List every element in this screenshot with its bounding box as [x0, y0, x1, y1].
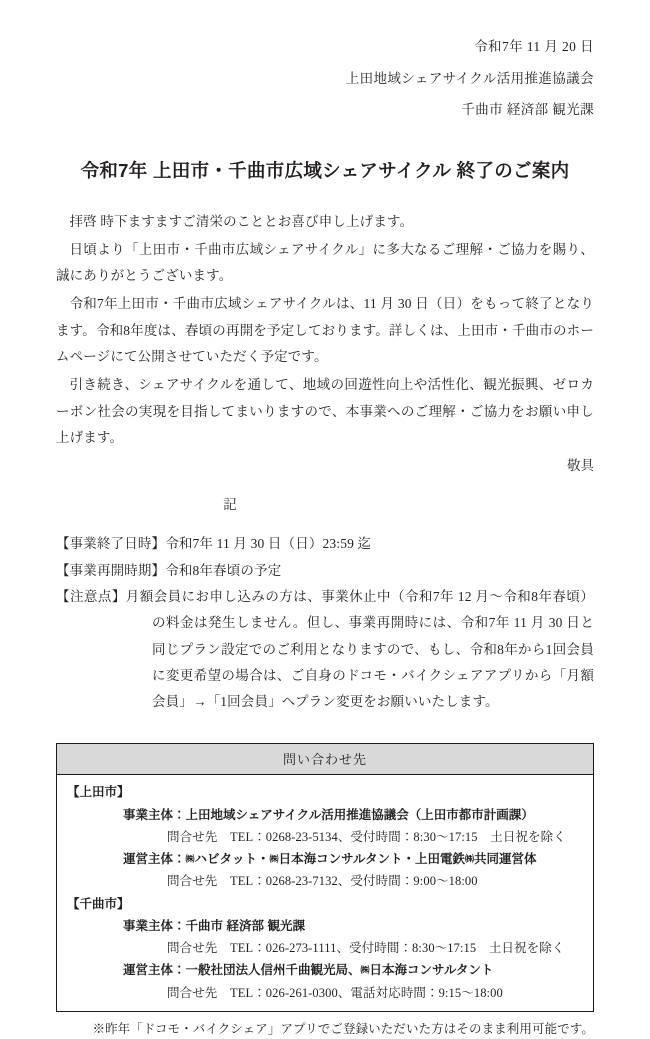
contact-box-body	[57, 775, 593, 1011]
document-header	[56, 40, 594, 117]
contact-ueda-management-role: 運営主体：㈱ハビタット・㈱日本海コンサルタント・上田電鉄㈱共同運営体	[123, 852, 537, 867]
contact-box	[56, 743, 594, 1012]
paragraph-continuation: 引き続き、シェアサイクルを通して、地域の回遊性向上や活性化、観光振興、ゼロカーボン社会の実現を目指してまいりますので、本事業へのご理解・ご協力をお願い申し上げます。	[56, 377, 594, 445]
contact-city-ueda: 【上田市】	[67, 785, 130, 800]
contact-ueda-operator-role: 事業主体：上田地域シェアサイクル活用推進協議会（上田市都市計画課）	[123, 807, 534, 822]
ki-mark: 記	[223, 496, 237, 512]
notes-list	[56, 531, 594, 715]
header-date: 令和7年 11 月 20 日	[474, 39, 594, 54]
contact-chikuma-management-tel: 問合せ先 TEL：026-261-0300、電話対応時間：9:15～18:00	[167, 985, 503, 1000]
paragraph-termination: 令和7年上田市・千曲市広域シェアサイクルは、11 月 30 日（日）をもって終了となります。令和8年度は、春頃の再開を予定しております。詳しくは、上田市・千曲市のホームページにて公開させていただく予定です。	[56, 296, 594, 365]
page-title: 令和7年 上田市・千曲市広域シェアサイクル 終了のご案内	[80, 159, 570, 181]
contact-box-title: 問い合わせ先	[57, 744, 593, 775]
contact-chikuma-management-role: 運営主体：一般社団法人信州千曲観光局、㈱日本海コンサルタント	[123, 963, 494, 978]
note-restart-period: 【事業再開時期】令和8年春頃の予定	[56, 562, 282, 578]
contact-ueda-management-tel: 問合せ先 TEL：0268-23-7132、受付時間：9:00～18:00	[167, 874, 478, 889]
header-department: 千曲市 経済部 観光課	[461, 102, 594, 117]
contact-chikuma-operator-role: 事業主体：千曲市 経済部 観光課	[123, 918, 305, 933]
contact-chikuma-operator-tel: 問合せ先 TEL：026-273-1111、受付時間：8:30～17:15 土日祝を除く	[167, 941, 565, 956]
contact-city-chikuma: 【千曲市】	[67, 896, 130, 911]
note-caution: 【注意点】月額会員にお申し込みの方は、事業休止中（令和7年 12 月～令和8年春頃）の料金は発生しません。但し、事業再開時には、令和7年 11 月 30 日と同じプラン設定でのご利用となりますので、もし、令和8年から1回会員に変更希望の場合は、ご自身のドコモ・バイクシェアアプリから「月額会員」→「1回会員」へプラン変更をお願いいたします。	[56, 588, 594, 710]
footnote: ※昨年「ドコモ・バイクシェア」アプリでご登録いただいた方はそのまま利用可能です。	[92, 1021, 594, 1036]
paragraph-thanks: 日頃より「上田市・千曲市広域シェアサイクル」に多大なるご理解・ご協力を賜り、誠にありがとうございます。	[56, 241, 594, 284]
contact-ueda-operator-tel: 問合せ先 TEL：0268-23-5134、受付時間：8:30～17:15 土日祝を除く	[167, 829, 566, 844]
document-body	[56, 209, 594, 518]
closing-salutation: 敬具	[567, 458, 594, 474]
header-organization: 上田地域シェアサイクル活用推進協議会	[345, 70, 594, 86]
paragraph-greeting: 拝啓 時下ますますご清栄のこととお喜び申し上げます。	[69, 213, 414, 229]
note-end-datetime: 【事業終了日時】令和7年 11 月 30 日（日）23:59 迄	[56, 536, 372, 552]
